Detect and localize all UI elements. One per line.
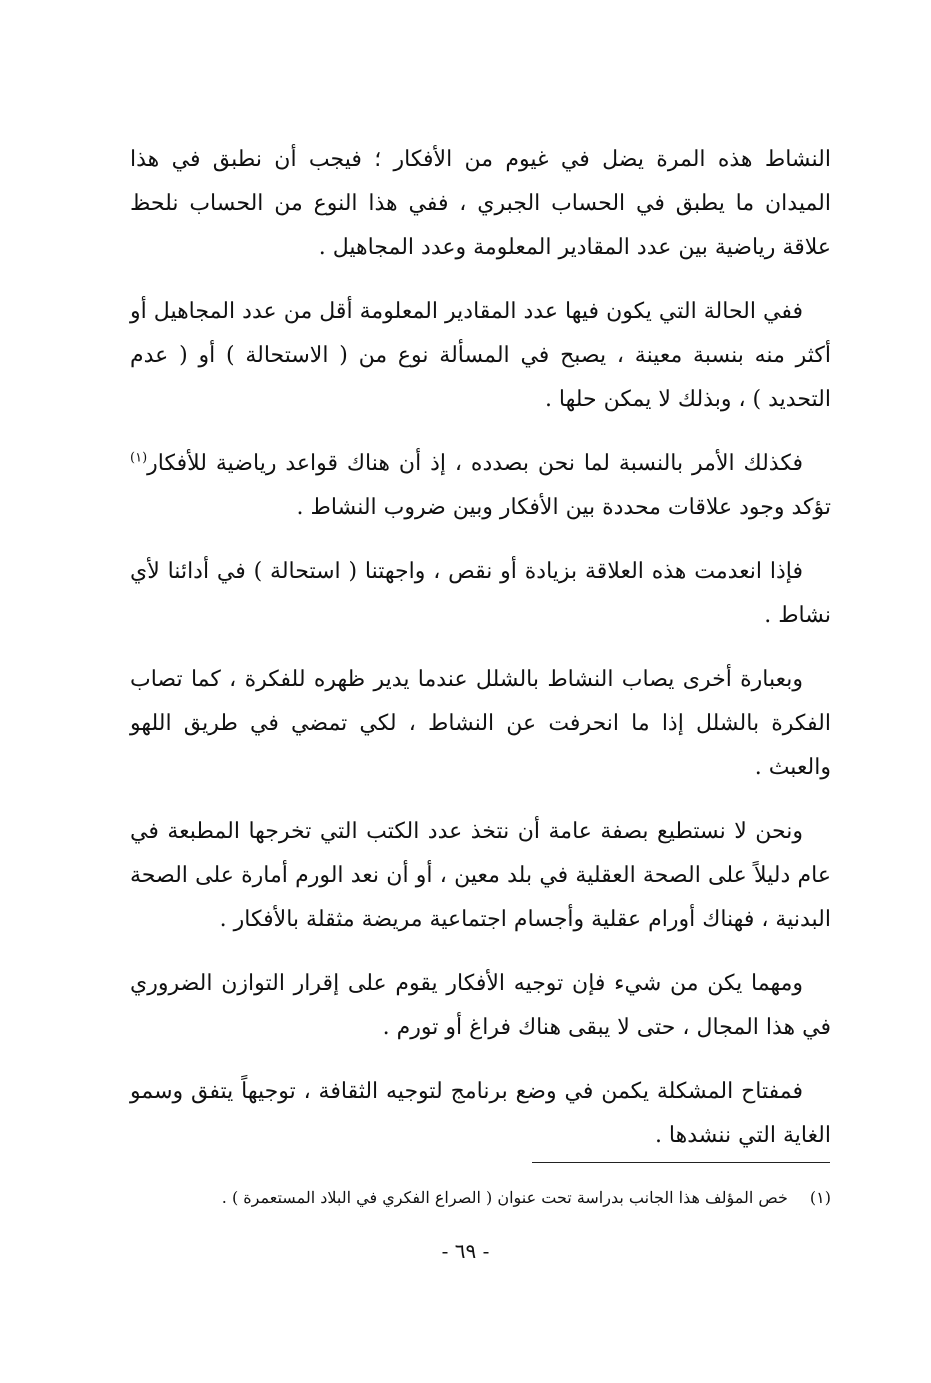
page-number: - ٦٩ - — [441, 1239, 490, 1263]
paragraph-2: ففي الحالة التي يكون فيها عدد المقادير المعلومة أقل من عدد المجاهيل أو أكثر منه بنسبة معينة ، يصبح في المسألة نوع من ( الاستحالة ) أو ( عدم التحديد ) ، وبذلك لا يمكن حلها . — [130, 299, 831, 412]
footnote-divider — [532, 1162, 830, 1163]
paragraph-3-text-end: تؤكد وجود علاقات محددة بين الأفكار وبين ضروب النشاط . — [296, 495, 831, 520]
footnote-text: خص المؤلف هذا الجانب بدراسة تحت عنوان ( الصراع الفكري في البلاد المستعمرة ) . — [221, 1188, 788, 1207]
paragraph-1: النشاط هذه المرة يضل في غيوم من الأفكار ؛ فيجب أن نطبق في هذا الميدان ما يطبق في الحساب الجبري ، ففي هذا النوع من الحساب نلحظ علاقة رياضية بين عدد المقادير المعلومة وعدد المجاهيل . — [130, 147, 831, 260]
paragraph-7: ومهما يكن من شيء فإن توجيه الأفكار يقوم على إقرار التوازن الضروري في هذا المجال ، حتى لا يبقى هناك فراغ أو تورم . — [130, 971, 831, 1040]
paragraph-3-text-start: فكذلك الأمر بالنسبة لما نحن بصدده ، إذ أن هناك قواعد رياضية للأفكار — [147, 451, 803, 476]
main-text — [130, 138, 831, 1178]
footnote-reference: (١) — [130, 450, 148, 466]
footnote-mark: (١) — [809, 1188, 831, 1207]
paragraph-4: فإذا انعدمت هذه العلاقة بزيادة أو نقص ، واجهتنا ( استحالة ) في أدائنا لأي نشاط . — [130, 559, 831, 628]
paragraph-6: ونحن لا نستطيع بصفة عامة أن نتخذ عدد الكتب التي تخرجها المطبعة في عام دليلاً على الصحة العقلية في بلد معين ، أو أن نعد الورم أمارة على الصحة البدنية ، فهناك أورام عقلية وأجسام اجتماعية مريضة مثقلة بالأفكار . — [130, 819, 831, 932]
paragraph-8: فمفتاح المشكلة يكمن في وضع برنامج لتوجيه الثقافة ، توجيهاً يتفق وسمو الغاية التي ننشدها . — [130, 1079, 831, 1148]
paragraph-5: وبعبارة أخرى يصاب النشاط بالشلل عندما يدير ظهره للفكرة ، كما تصاب الفكرة بالشلل إذا ما انحرفت عن النشاط ، لكي تمضي في طريق اللهو والعبث . — [130, 667, 831, 780]
paragraph-3 — [130, 442, 831, 530]
footnote — [130, 1185, 831, 1211]
